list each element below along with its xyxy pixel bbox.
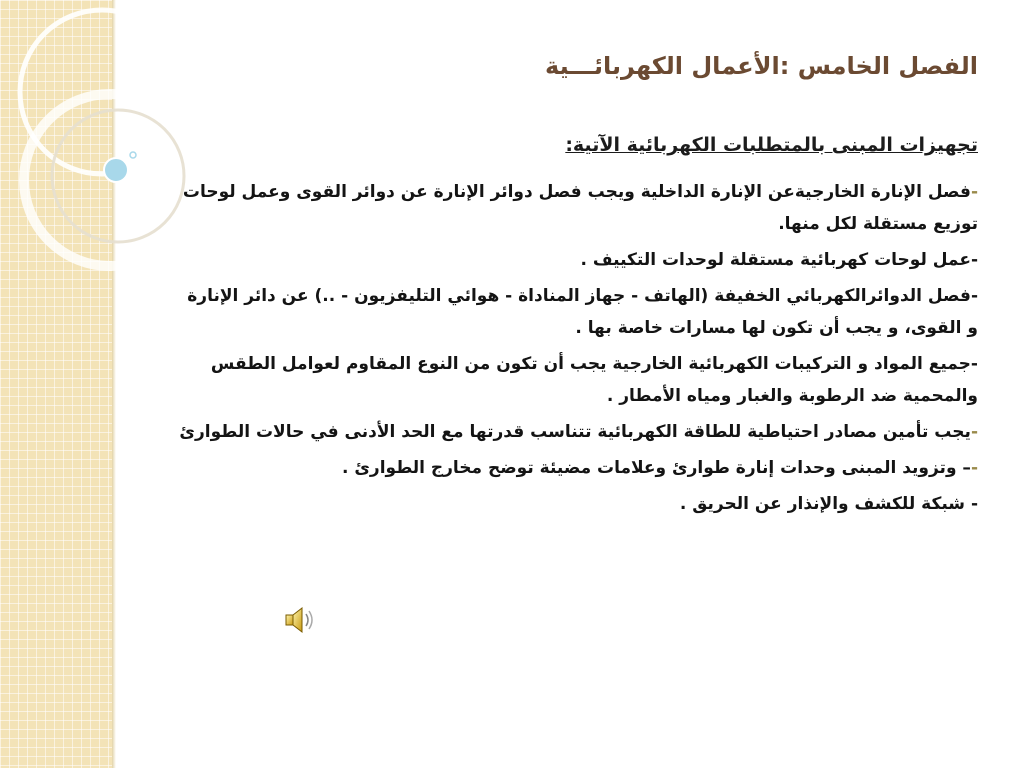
bullet-dash: - <box>970 422 978 442</box>
list-item <box>178 488 978 520</box>
deco-dot-small <box>130 152 136 158</box>
list-item <box>178 244 978 276</box>
list-item-text: فصل الإنارة الخارجيةعن الإنارة الداخلية ويجب فصل دوائر الإنارة عن دوائر القوى وعمل لوحات توزيع مستقلة لكل منها. <box>182 182 978 234</box>
list-item <box>178 452 978 484</box>
list-item-text: يجب تأمين مصادر احتياطية للطاقة الكهربائية تتناسب قدرتها مع الحد الأدنى في حالات الطوارئ <box>179 422 971 442</box>
list-item-text: - شبكة للكشف والإنذار عن الحريق . <box>679 494 978 514</box>
bullet-dash: - <box>970 458 978 478</box>
slide-subheading: تجهيزات المبنى بالمتطلبات الكهربائية الآتية: <box>565 134 978 156</box>
slide-title: الفصل الخامس :الأعمال الكهربائـــية <box>545 52 978 80</box>
speaker-icon[interactable] <box>282 602 318 638</box>
bullet-dash: - <box>970 182 978 202</box>
list-item-text: -فصل الدوائرالكهربائي الخفيفة (الهاتف - جهاز المناداة - هوائي التليفزيون - ..) عن دائر الإنارة و القوى، و يجب أن تكون لها مسارات خاصة بها . <box>187 286 978 338</box>
list-item-text: -جميع المواد و التركيبات الكهربائية الخارجية يجب أن تكون من النوع المقاوم لعوامل الطقس والمحمية ضد الرطوبة والغبار ومياه الأمطار . <box>210 354 978 406</box>
list-item <box>178 416 978 448</box>
list-item <box>178 176 978 240</box>
list-item-text: -عمل لوحات كهربائية مستقلة لوحدات التكييف . <box>580 250 978 270</box>
list-item <box>178 348 978 412</box>
list-item <box>178 280 978 344</box>
list-item-text: – وتزويد المبنى وحدات إنارة طوارئ وعلامات مضيئة توضح مخارج الطوارئ . <box>341 458 971 478</box>
requirements-list <box>178 176 978 524</box>
deco-dot-large <box>104 158 128 182</box>
